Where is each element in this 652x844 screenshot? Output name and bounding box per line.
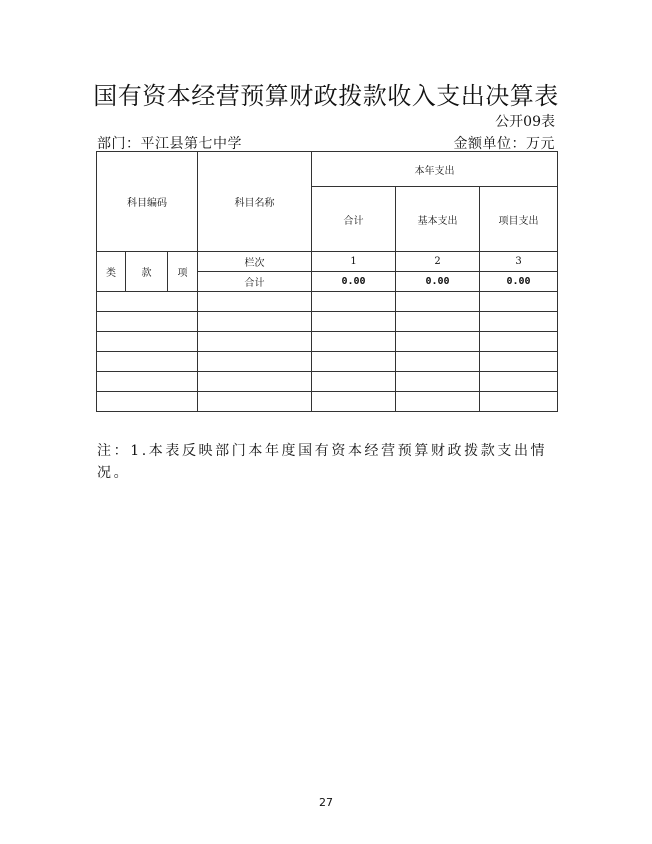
page-number: 27 [319, 796, 333, 809]
lei-header: 类 [97, 252, 126, 292]
budget-table [96, 151, 558, 412]
table-row [97, 372, 558, 392]
table-row [97, 292, 558, 312]
total-header: 合计 [312, 187, 396, 252]
amount-unit-label: 金额单位：万元 [453, 136, 555, 152]
subject-name-header: 科目名称 [198, 152, 312, 252]
table-row [97, 332, 558, 352]
subject-code-header: 科目编码 [97, 152, 198, 252]
department-label: 部门：平江县第七中学 [97, 136, 242, 152]
total-value: 0.00 [480, 272, 558, 292]
project-expense-header: 项目支出 [480, 187, 558, 252]
table-code: 公开09表 [495, 114, 555, 130]
total-value: 0.00 [312, 272, 396, 292]
column-row-label: 栏次 [198, 252, 312, 272]
kuan-header: 款 [126, 252, 168, 292]
total-value: 0.00 [396, 272, 480, 292]
table-row [97, 352, 558, 372]
document-title: 国有资本经营预算财政拨款收入支出决算表 [93, 82, 559, 110]
column-number: 1 [312, 252, 396, 272]
xiang-header: 项 [168, 252, 198, 292]
footnote: 注：1.本表反映部门本年度国有资本经营预算财政拨款支出情况。 [97, 443, 548, 481]
column-number: 3 [480, 252, 558, 272]
column-number: 2 [396, 252, 480, 272]
table-row [97, 392, 558, 412]
basic-expense-header: 基本支出 [396, 187, 480, 252]
total-row-label: 合计 [198, 272, 312, 292]
table-row [97, 312, 558, 332]
current-year-expense-header: 本年支出 [312, 152, 558, 187]
